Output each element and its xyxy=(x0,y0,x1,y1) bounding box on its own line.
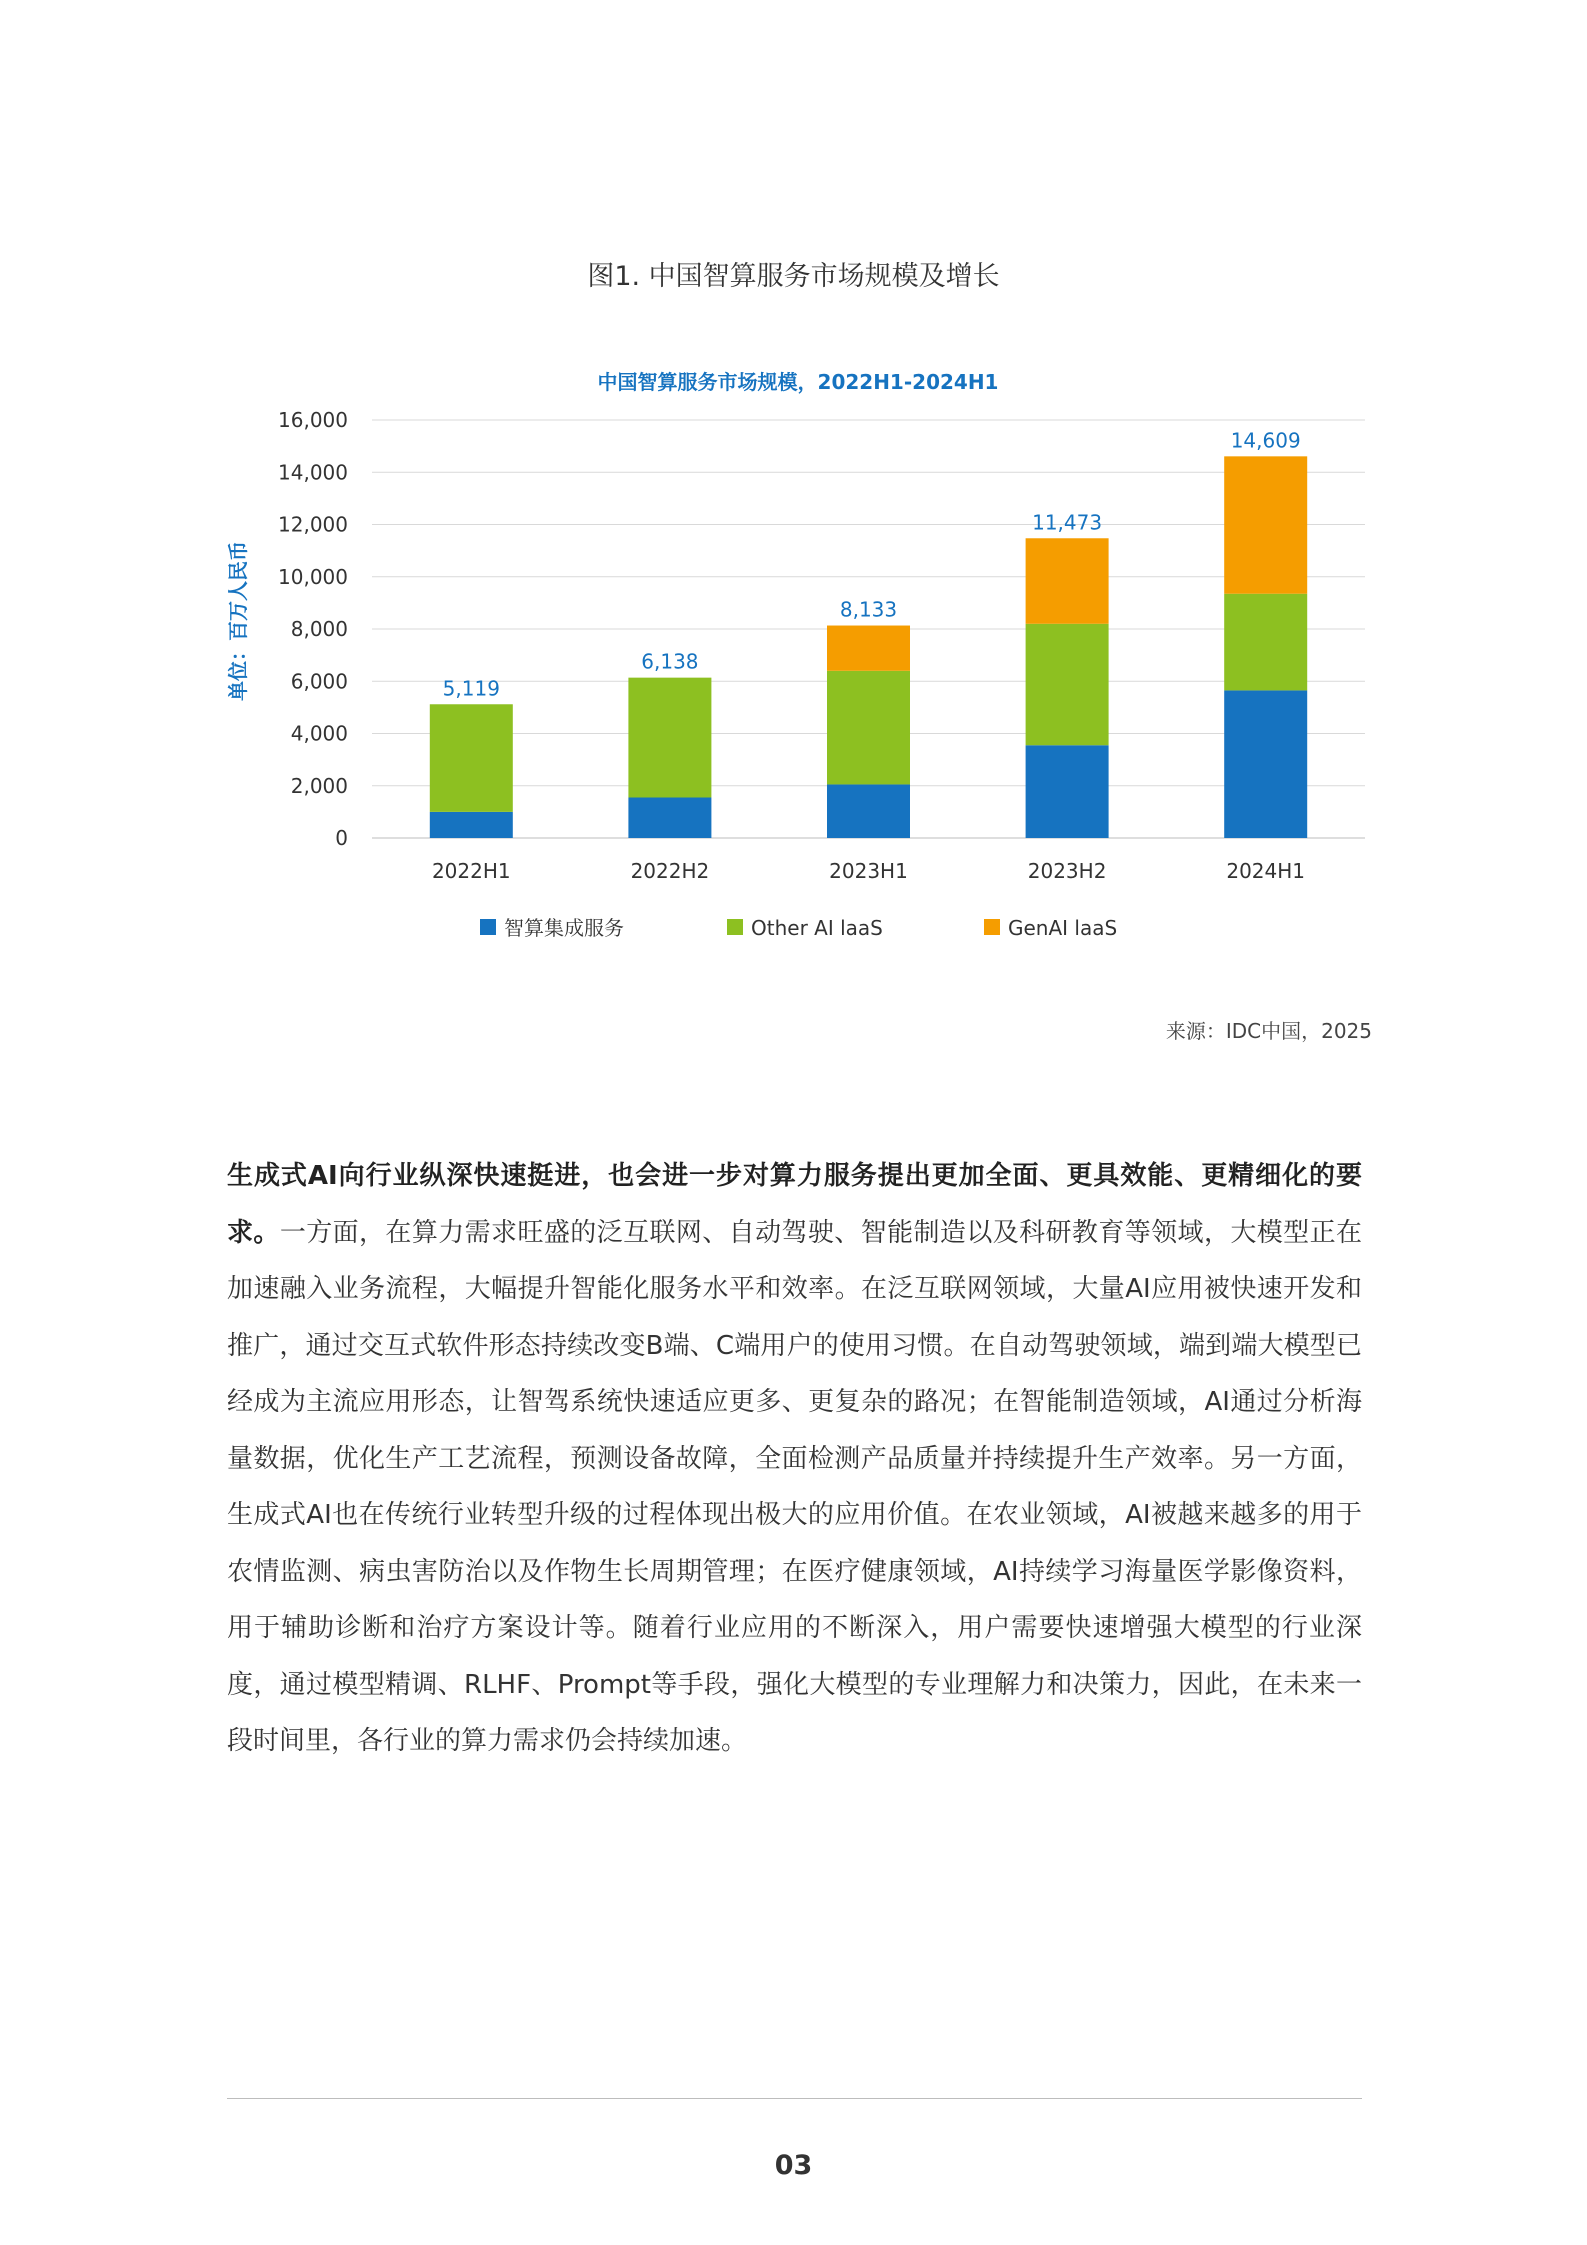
y-axis-ticks xyxy=(278,408,348,850)
bar-segment xyxy=(1026,624,1109,745)
legend-swatch xyxy=(984,919,1000,935)
bar-segment xyxy=(1026,538,1109,624)
bar-segment xyxy=(430,704,513,812)
legend-label: GenAI laaS xyxy=(1008,916,1118,940)
legend-swatch xyxy=(727,919,743,935)
x-tick-label: 2023H1 xyxy=(829,859,908,883)
bar-segment xyxy=(1224,690,1307,838)
y-axis-label: 单位：百万人民币 xyxy=(226,541,250,701)
bar-segment xyxy=(827,784,910,838)
bar-segment xyxy=(827,671,910,785)
y-tick-label: 0 xyxy=(335,826,348,850)
total-label: 11,473 xyxy=(1032,510,1103,535)
source-note: 来源：IDC中国，2025 xyxy=(1165,1019,1372,1043)
legend-swatch xyxy=(480,919,496,935)
bar-segment xyxy=(1224,456,1307,593)
total-label: 14,609 xyxy=(1230,428,1301,453)
y-tick-label: 6,000 xyxy=(290,669,348,694)
x-tick-label: 2022H1 xyxy=(431,859,511,883)
chart-title: 中国智算服务市场规模，2022H1-2024H1 xyxy=(597,370,999,394)
y-tick-label: 14,000 xyxy=(278,460,348,485)
y-tick-label: 8,000 xyxy=(290,617,348,641)
body-paragraph xyxy=(227,1148,1362,1770)
x-axis-ticks xyxy=(432,859,1305,883)
bar-segment xyxy=(1224,594,1307,691)
y-tick-label: 4,000 xyxy=(290,721,348,746)
page-number: 03 xyxy=(774,2150,813,2181)
y-tick-label: 2,000 xyxy=(290,773,348,798)
bar-segment xyxy=(628,798,711,838)
x-tick-label: 2024H1 xyxy=(1226,859,1306,883)
bar-segment xyxy=(430,812,513,838)
body-text: 一方面，在算力需求旺盛的泛互联网、自动驾驶、智能制造以及科研教育等领域，大模型正在加速融入业务流程，大幅提升智能化服务水平和效率。在泛互联网领域，大量AI应用被快速开发和推广，通过交互式软件形态持续改变B端、C端用户的使用习惯。在自动驾驶领域，端到端大模型已经成为主流应用形态，让智驾系统快速适应更多、更复杂的路况；在智能制造领域，AI通过分析海量数据，优化生产工艺流程，预测设备故障，全面检测产品质量并持续提升生产效率。另一方面，生成式AI也在传统行业转型升级的过程体现出极大的应用价值。在农业领域，AI被越来越多的用于农情监测、病虫害防治以及作物生长周期管理；在医疗健康领域，AI持续学习海量医学影像资料，用于辅助诊断和治疗方案设计等。随着行业应用的不断深入，用户需要快速增强大模型的行业深度，通过模型精调、RLHF、Prompt等手段，强化大模型的专业理解力和决策力，因此，在未来一段时间里，各行业的算力需求仍会持续加速。 xyxy=(227,1217,1362,1756)
bar-segment xyxy=(628,678,711,798)
total-label: 6,138 xyxy=(641,649,699,674)
figure-caption: 图1. 中国智算服务市场规模及增长 xyxy=(587,261,1000,292)
total-label: 8,133 xyxy=(839,597,898,622)
bars xyxy=(430,456,1307,838)
legend xyxy=(480,916,1117,940)
footer-divider xyxy=(227,2098,1362,2099)
total-label: 5,119 xyxy=(442,676,500,701)
bar-segment xyxy=(1026,745,1109,838)
y-tick-label: 12,000 xyxy=(278,512,348,537)
legend-label: Other AI laaS xyxy=(751,916,883,940)
body-lead-bold: 生成式AI向行业纵深快速挺进，也会进一步对算力服务提出更加全面、更具效能、更精细化的要求。 xyxy=(227,1161,1362,1248)
legend-label: 智算集成服务 xyxy=(504,916,624,940)
x-tick-label: 2022H2 xyxy=(630,859,710,883)
x-tick-label: 2023H2 xyxy=(1027,859,1107,883)
bar-segment xyxy=(827,626,910,671)
y-tick-label: 16,000 xyxy=(278,408,348,432)
y-tick-label: 10,000 xyxy=(278,564,348,589)
stacked-bar-chart xyxy=(0,0,1587,1000)
